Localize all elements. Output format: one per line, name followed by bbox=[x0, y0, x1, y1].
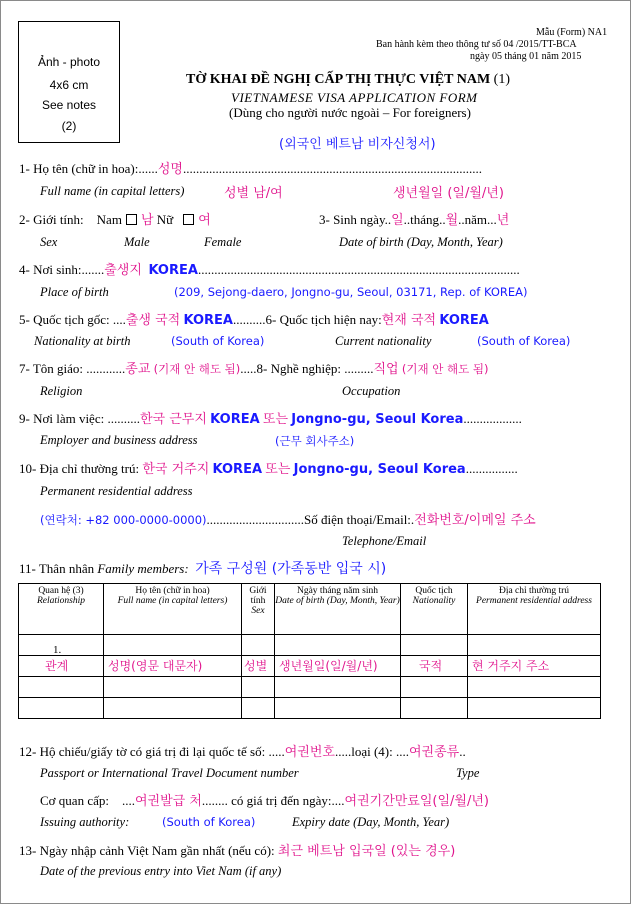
field-12-note: (South of Korea) bbox=[162, 815, 256, 829]
form-number: Mẫu (Form) NA1 bbox=[536, 27, 608, 38]
field-2-en-sex: Sex bbox=[40, 235, 58, 249]
field-9-workplace: 9- Nơi làm việc: ..........한국 근무지 KOREA 또는 Jongno-gu, Seoul Korea.................. bbox=[19, 411, 522, 427]
field-9-en: Employer and business address bbox=[40, 433, 198, 447]
field-5-en: Nationality at birth bbox=[34, 334, 131, 348]
photo-box bbox=[18, 21, 120, 143]
photo-label: Ảnh - photo bbox=[37, 55, 101, 69]
col-nationality: Quốc tịch Nationality bbox=[401, 584, 468, 635]
field-1-note-dob: 생년월일 (일/월/년) bbox=[393, 186, 504, 201]
col-address: Địa chỉ thường trú Permanent residential address bbox=[468, 584, 601, 635]
field-4-birthplace: 4- Nơi sinh:.......출생지 KOREA................................................................................................... bbox=[19, 262, 520, 278]
field-2-sex: 2- Giới tính: Nam 남 Nữ 여 bbox=[19, 212, 211, 228]
form-subtitle: (Dùng cho người nước ngoài – For foreigners) bbox=[229, 105, 471, 120]
cell-address: 현 거주지 주소 bbox=[468, 656, 601, 677]
female-checkbox[interactable] bbox=[183, 214, 194, 225]
field-1-en: Full name (in capital letters) bbox=[40, 184, 185, 198]
photo-size: 4x6 cm bbox=[49, 78, 89, 92]
field-4-address: (209, Sejong-daero, Jongno-gu, Seoul, 03171, Rep. of KOREA) bbox=[174, 285, 528, 299]
col-fullname: Họ tên (chữ in hoa) Full name (in capital letters) bbox=[104, 584, 242, 635]
field-2-en-female: Female bbox=[204, 235, 242, 249]
row-number: 1. bbox=[19, 635, 104, 656]
field-5-nationality: 5- Quốc tịch gốc: ....출생 국적 KOREA..........6- Quốc tịch hiện nay:현재 국적 KOREA bbox=[19, 312, 489, 328]
form-title-en: VIETNAMESE VISA APPLICATION FORM bbox=[231, 90, 478, 105]
family-table-header bbox=[19, 584, 601, 635]
table-row bbox=[19, 656, 601, 677]
field-10-en-phone: Telephone/Email bbox=[342, 534, 427, 548]
field-12-en-authority: Issuing authority: bbox=[40, 815, 130, 829]
field-7-religion: 7- Tôn giáo: ............종교 (기재 안 해도 됨).....8- Nghề nghiệp: .........직업 (기재 안 해도 됨) bbox=[19, 361, 489, 377]
field-11-family: 11- Thân nhân Family members: 가족 구성원 (가족동반 입국 시) bbox=[19, 561, 387, 577]
cell-dob: 생년월일(일/월/년) bbox=[275, 656, 401, 677]
field-1-note-sex: 성별 남/여 bbox=[224, 186, 283, 201]
korean-title: (외국인 베트남 비자신청서) bbox=[279, 137, 436, 152]
field-13-en: Date of the previous entry into Viet Nam (if any) bbox=[40, 864, 282, 878]
field-7-en: Religion bbox=[40, 384, 83, 398]
field-2-en-male: Male bbox=[124, 235, 150, 249]
field-4-en: Place of birth bbox=[40, 285, 109, 299]
field-10-en: Permanent residential address bbox=[40, 484, 193, 498]
col-sex: Giới tính Sex bbox=[242, 584, 275, 635]
field-5-note: (South of Korea) bbox=[171, 334, 265, 348]
field-12-en: Passport or International Travel Document number bbox=[40, 766, 299, 780]
field-10-contact: (연락처: +82 000-0000-0000)..............................Số điện thoại/Email:.전화번호/이메일 주소 bbox=[40, 512, 536, 528]
table-row bbox=[19, 698, 601, 719]
field-12-en-expiry: Expiry date (Day, Month, Year) bbox=[292, 815, 450, 829]
cell-relationship: 관계 bbox=[19, 656, 104, 677]
field-3-dob: 3- Sinh ngày..일..tháng..월..năm...년 bbox=[319, 212, 510, 228]
issued-by: Ban hành kèm theo thông tư số 04 /2015/TT-BCA bbox=[376, 39, 577, 50]
field-12-authority: Cơ quan cấp: ....여권발급 처........ có giá trị đến ngày:....여권기간만료일(일/월/년) bbox=[40, 793, 489, 809]
field-10-residence: 10- Địa chỉ thường trú: 한국 거주지 KOREA 또는 Jongno-gu, Seoul Korea................ bbox=[19, 461, 518, 477]
field-13-prev-entry: 13- Ngày nhập cảnh Việt Nam gần nhất (nếu có): 최근 베트남 입국일 (있는 경우) bbox=[19, 843, 456, 859]
issued-date: ngày 05 tháng 01 năm 2015 bbox=[470, 51, 582, 62]
form-title-vn: TỜ KHAI ĐỀ NGHỊ CẤP THỊ THỰC VIỆT NAM (1) bbox=[186, 72, 510, 87]
field-6-en: Current nationality bbox=[335, 334, 432, 348]
cell-fullname: 성명(영문 대문자) bbox=[104, 656, 242, 677]
field-8-en: Occupation bbox=[342, 384, 401, 398]
photo-notes: See notes bbox=[41, 98, 97, 112]
field-1-fullname: 1- Họ tên (chữ in hoa):......성명............................................................................................ bbox=[19, 161, 482, 177]
field-12-passport: 12- Hộ chiếu/giấy tờ có giá trị đi lại quốc tế số: .....여권번호.....loại (4): ....여권종류.. bbox=[19, 744, 466, 760]
photo-note-ref: (2) bbox=[61, 119, 77, 133]
cell-sex: 성별 bbox=[242, 656, 275, 677]
table-row bbox=[19, 677, 601, 698]
col-relationship: Quan hệ (3) Relationship bbox=[19, 584, 104, 635]
cell-nationality: 국적 bbox=[401, 656, 468, 677]
col-dob: Ngày tháng năm sinh Date of birth (Day, Month, Year) bbox=[275, 584, 401, 635]
field-6-note: (South of Korea) bbox=[477, 334, 571, 348]
male-checkbox[interactable] bbox=[126, 214, 137, 225]
field-3-en-dob: Date of birth (Day, Month, Year) bbox=[339, 235, 503, 249]
field-9-note: (근무 회사주소) bbox=[275, 434, 355, 448]
field-12-en-type: Type bbox=[456, 766, 480, 780]
table-row bbox=[19, 635, 601, 656]
family-members-table bbox=[18, 583, 601, 719]
